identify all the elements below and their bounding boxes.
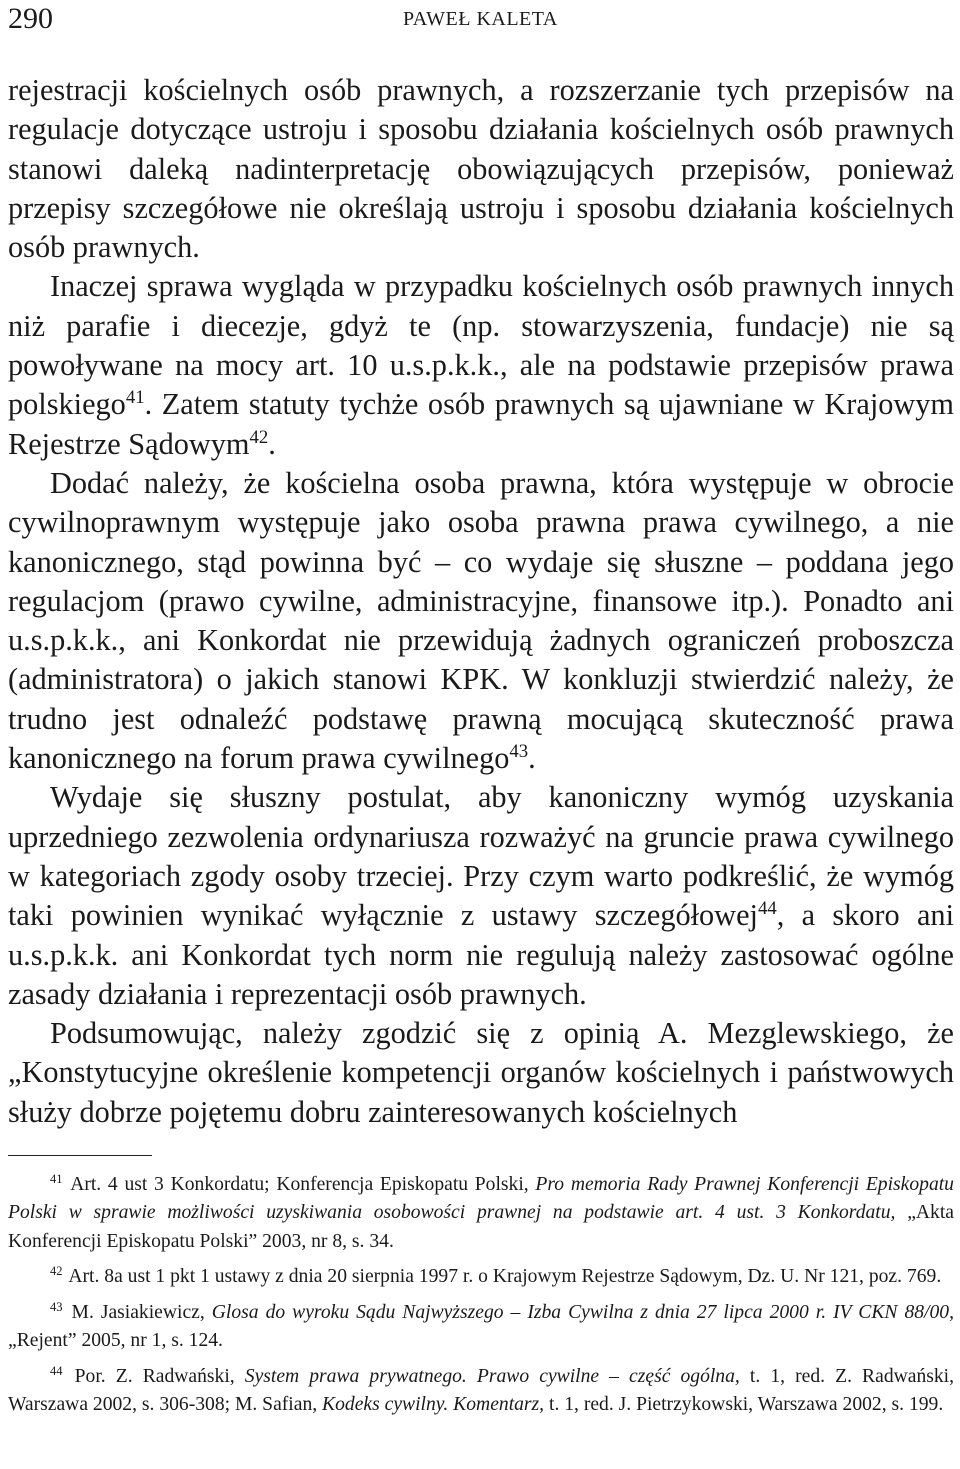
footnote-number: 44 [50,1363,63,1378]
footnote-41 [8,1165,954,1256]
running-head: PAWEŁ KALETA [403,8,558,30]
footnote-44 [8,1357,954,1420]
footnote-title: Pro memoria Rady Prawnej Konferencji Episkopatu Polski w sprawie możliwości uzyskiwania osobowości prawnej na podstawie art. 4 ust. 3 Konkordatu, [8,1173,954,1224]
footnote-ref-42[interactable]: 42 [249,426,269,448]
footnote-separator [8,1155,152,1156]
footnote-text: „Akta Konferencji Episkopatu Polski” 2003, nr 8, s. 34. [8,1202,954,1252]
footnote-title: System prawa prywatnego. Prawo cywilne – część ogólna, [244,1365,740,1387]
footnote-number: 42 [50,1264,63,1279]
footnote-text: Art. 8a ust 1 pkt 1 ustawy z dnia 20 sierpnia 1997 r. o Krajowym Rejestrze Sądowym, Dz. U. Nr 121, poz. 769. [68,1266,942,1288]
footnote-43 [8,1293,954,1356]
paragraph-3-text-b: . [528,741,536,776]
footnotes [8,1165,954,1421]
paragraph-3 [8,464,954,778]
paragraph-2 [8,267,954,463]
paragraph-2-text-a: Inaczej sprawa wygląda w przypadku kościelnych osób prawnych innych niż parafie i diecezje, gdyż te (np. stowarzyszenia, fundacje) nie są powoływane na mocy art. 10 u.s.p.k.k., ale na podstawie przepisów prawa polskiego [8,269,954,422]
paragraph-3-text-a: Dodać należy, że kościelna osoba prawna, która występuje w obrocie cywilnoprawnym występuje jako osoba prawna prawa cywilnego, a nie kanonicznego, stąd powinna być – co wydaje się słuszne – poddana jego regulacjom (prawo cywilne, administracyjne, finansowe itp.). Ponadto ani u.s.p.k.k., ani Konkordat nie przewidują żadnych ograniczeń proboszcza (administratora) o jakich stanowi KPK. W konkluzji stwierdzić należy, że trudno jest odnaleźć podstawę prawną mocującą skuteczność prawa kanonicznego na forum prawa cywilnego [8,465,954,776]
paragraph-2-text-b: . Zatem statuty tychże osób prawnych są ujawniane w Krajowym Rejestrze Sądowym [8,387,954,461]
footnote-title: Kodeks cywilny. Komentarz, [322,1393,545,1415]
footnote-text: M. Jasiakiewicz, [71,1301,205,1323]
paragraph-4-text-a: Wydaje się słuszny postulat, aby kanoniczny wymóg uzyskania uprzedniego zezwolenia ordynariusza rozważyć na gruncie prawa cywilnego w kategoriach zgody osoby trzeciej. Przy czym warto podkreślić, że wymóg taki powinien wynikać wyłącznie z ustawy szczegółowej [8,780,954,933]
paragraph-4-text-b: , a skoro ani u.s.p.k.k. ani Konkordat tych norm nie regulują należy zastosować ogólne zasady działania i reprezentacji osób prawnych. [8,898,954,1011]
footnote-ref-43[interactable]: 43 [509,740,529,762]
footnote-42 [8,1257,954,1291]
footnote-text: t. 1, red. Z. Radwański, Warszawa 2002, s. 306-308; M. Safian, [8,1365,955,1415]
paragraph-1: rejestracji kościelnych osób prawnych, a rozszerzanie tych przepisów na regulacje dotyczące ustroju i sposobu działania kościelnych osób prawnych stanowi daleką nadinterpretację obowiązujących przepisów, ponieważ przepisy szczegółowe nie określają ustroju i sposobu działania kościelnych osób prawnych. [8,73,954,265]
footnote-ref-41[interactable]: 41 [125,387,145,409]
page-number: 290 [8,2,53,35]
paragraph-2-text-c: . [268,426,276,461]
footnote-text: Por. Z. Radwański, [74,1365,235,1387]
body-text [8,71,954,1129]
footnote-text: Art. 4 ust 3 Konkordatu; Konferencja Episkopatu Polski, [70,1173,529,1195]
footnote-ref-44[interactable]: 44 [757,898,777,920]
paragraph-4 [8,778,954,1014]
footnote-text: t. 1, red. J. Pietrzykowski, Warszawa 2002, s. 199. [549,1393,944,1415]
footnote-text: „Rejent” 2005, nr 1, s. 124. [8,1330,223,1352]
paragraph-5: Podsumowując, należy zgodzić się z opinią A. Mezglewskiego, że „Konstytucyjne określenie kompetencji organów kościelnych i państwowych służy dobrze pojętemu dobru zainteresowanych kościelnych [8,1016,954,1129]
footnote-number: 43 [50,1299,63,1314]
footnote-title: Glosa do wyroku Sądu Najwyższego – Izba Cywilna z dnia 27 lipca 2000 r. IV CKN 88/00, [211,1301,954,1323]
page-header [8,0,952,40]
footnote-number: 41 [50,1172,63,1186]
